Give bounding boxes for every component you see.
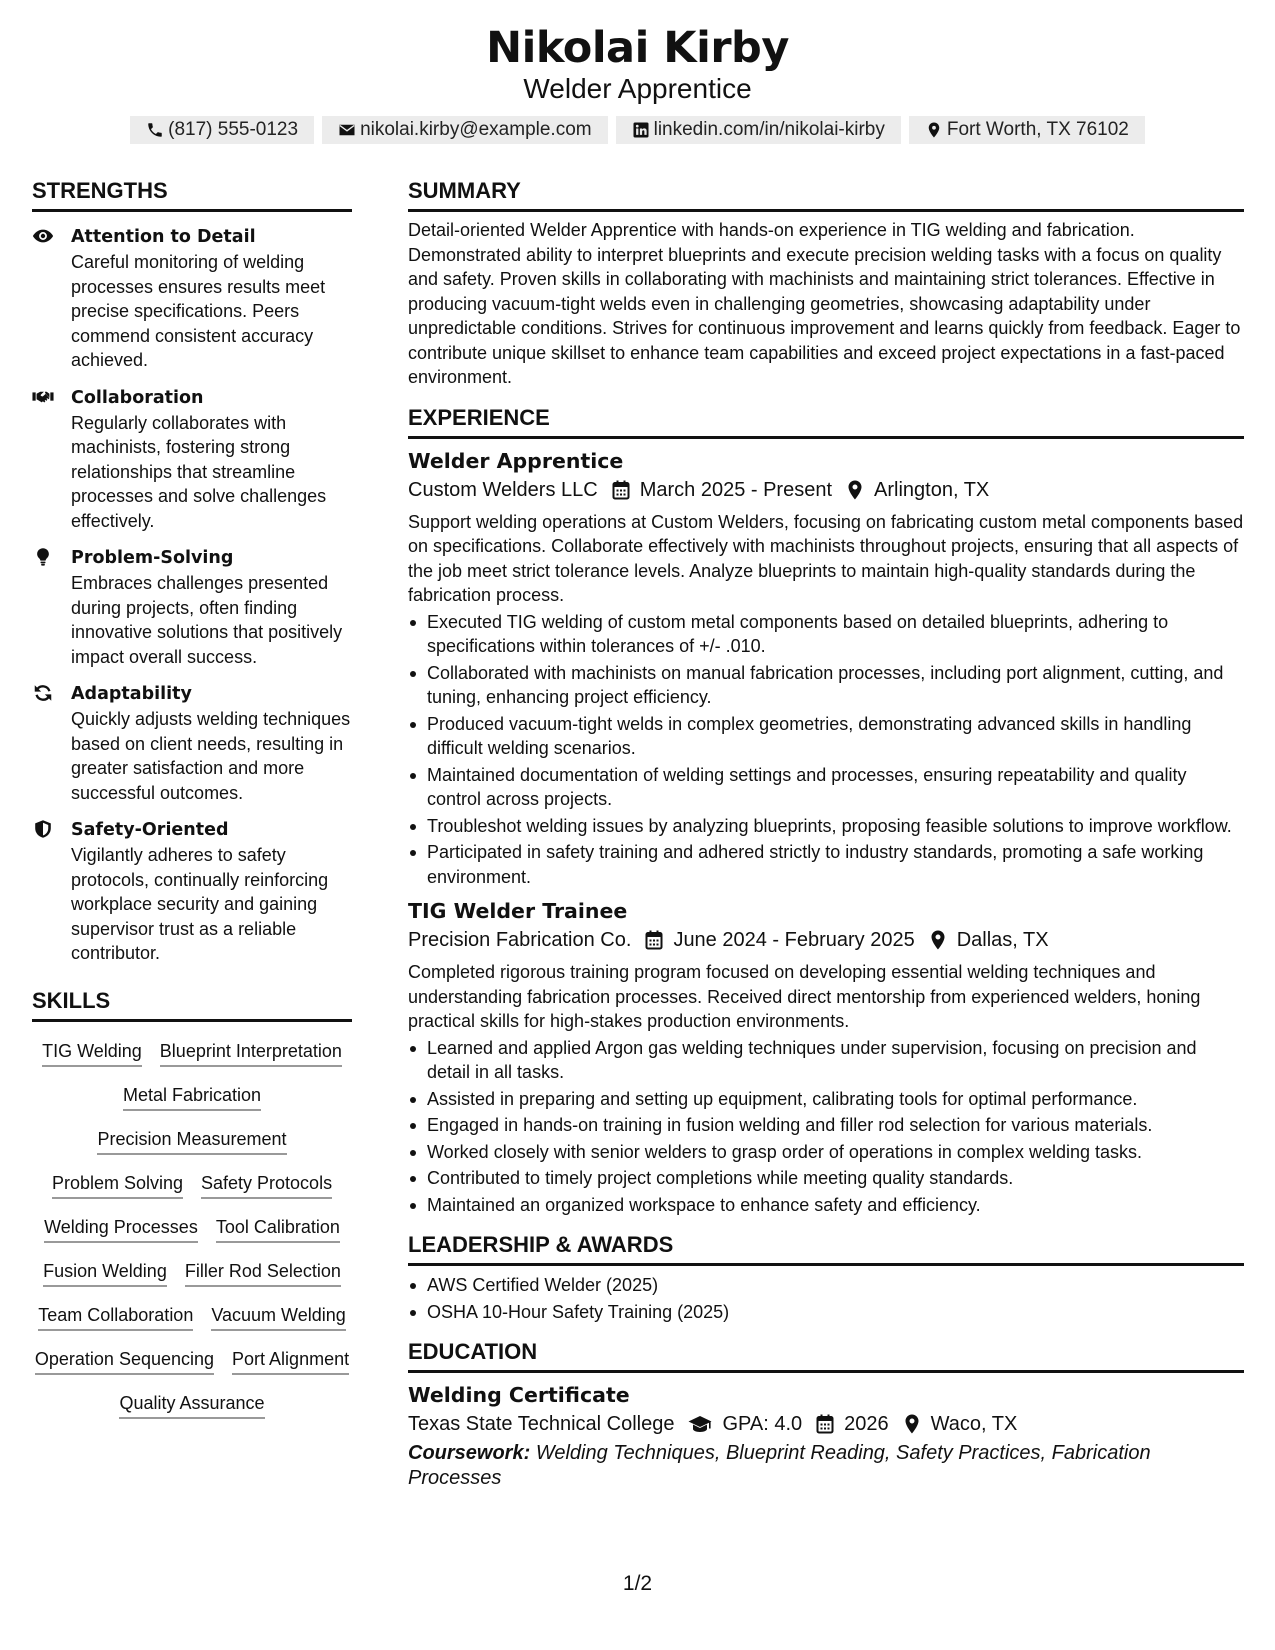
skill-tag: Port Alignment xyxy=(232,1346,349,1375)
map-pin-icon xyxy=(846,480,864,500)
job-title: TIG Welder Trainee xyxy=(408,899,628,923)
list-item: Produced vacuum-tight welds in complex geometries, demonstrating advanced skills in handling difficult welding scenarios. xyxy=(408,712,1244,761)
sync-icon xyxy=(32,683,54,703)
contact-phone-text: (817) 555-0123 xyxy=(168,119,299,140)
shield-icon xyxy=(32,819,54,839)
contact-location[interactable] xyxy=(909,116,1145,144)
strength-title: Problem-Solving xyxy=(71,548,234,568)
linkedin-icon xyxy=(632,121,650,139)
list-item: Maintained an organized workspace to enhance safety and efficiency. xyxy=(408,1193,1244,1218)
list-item: Troubleshot welding issues by analyzing blueprints, proposing feasible solutions to improve workflow. xyxy=(408,814,1244,839)
skill-tag: TIG Welding xyxy=(42,1038,142,1067)
left-column xyxy=(32,176,352,1419)
job-bullets xyxy=(408,1036,1244,1218)
job-company: Precision Fabrication Co. xyxy=(408,929,632,951)
job-description: Support welding operations at Custom Welders, focusing on fabricating custom metal components based on specifications. Collaborate effectively with machinists throughout projects, ensuring that all aspects of the job meet strict tolerance levels. Analyze blueprints to maintain high-quality standards during the fabrication process. xyxy=(408,511,1244,605)
skill-tag: Filler Rod Selection xyxy=(185,1258,341,1287)
contact-location-text: Fort Worth, TX 76102 xyxy=(946,119,1129,140)
list-item: Engaged in hands-on training in fusion welding and filler rod selection for various materials. xyxy=(408,1113,1244,1138)
skill-tag: Vacuum Welding xyxy=(211,1302,345,1331)
job-dates: March 2025 - Present xyxy=(639,478,833,501)
right-column xyxy=(408,176,1244,1490)
strength-desc: Embraces challenges presented during projects, often finding innovative solutions that positively impact overall success. xyxy=(71,573,343,667)
strength-item xyxy=(32,545,352,669)
job-location: Dallas, TX xyxy=(956,929,1049,951)
skill-tag: Metal Fabrication xyxy=(123,1082,261,1111)
strength-desc: Careful monitoring of welding processes ensures results meet precise specifications. Peers commend consistent accuracy achieved. xyxy=(71,252,326,370)
list-item: Contributed to timely project completions while meeting quality standards. xyxy=(408,1166,1244,1191)
awards-section xyxy=(408,1230,1244,1324)
summary-heading: SUMMARY xyxy=(408,176,1244,212)
experience-section xyxy=(408,403,1244,1218)
summary-text: Detail-oriented Welder Apprentice with hands-on experience in TIG welding and fabrication. Demonstrated ability to interpret blueprints and execute precision welding tasks with a focus on quality and safety. Proven skills in collaborating with machinists and maintaining strict tolerances. Effective in producing vacuum-tight welds even in challenging geometries, showcasing adaptability under unpredictable conditions. Strives for continuous improvement and learns quickly from feedback. Eager to contribute unique skillset to enhance team capabilities and exceed project expectations in a fast-paced environment. xyxy=(408,220,1241,387)
job-company: Custom Welders LLC xyxy=(408,478,598,501)
school-name: Texas State Technical College xyxy=(408,1413,675,1435)
school-location: Waco, TX xyxy=(930,1413,1018,1435)
skill-tag: Quality Assurance xyxy=(119,1390,264,1419)
eye-icon xyxy=(32,226,54,246)
strength-title: Attention to Detail xyxy=(71,227,256,247)
skill-tag: Safety Protocols xyxy=(201,1170,332,1199)
strength-desc: Vigilantly adheres to safety protocols, continually reinforcing workplace security and gaining supervisor trust as a reliable contributor. xyxy=(71,845,329,963)
skill-tag: Team Collaboration xyxy=(38,1302,193,1331)
strength-title: Safety-Oriented xyxy=(71,820,229,840)
strength-desc: Regularly collaborates with machinists, fostering strong relationships that streamline processes and solve challenges effectively. xyxy=(71,412,327,531)
skill-tag: Blueprint Interpretation xyxy=(160,1038,342,1067)
coursework-label: Coursework: xyxy=(408,1442,531,1464)
resume-header xyxy=(0,22,1275,144)
phone-icon xyxy=(146,121,164,139)
contact-bar xyxy=(0,116,1275,144)
job-meta xyxy=(408,925,1244,955)
list-item: OSHA 10-Hour Safety Training (2025) xyxy=(408,1300,1244,1325)
list-item: Assisted in preparing and setting up equipment, calibrating tools for optimal performance. xyxy=(408,1087,1244,1112)
job-meta xyxy=(408,475,1244,505)
job-location: Arlington, TX xyxy=(874,478,990,501)
strength-item xyxy=(32,817,352,966)
contact-linkedin[interactable] xyxy=(616,116,901,144)
experience-heading: EXPERIENCE xyxy=(408,403,1244,439)
skill-tag: Welding Processes xyxy=(44,1214,198,1243)
list-item: Worked closely with senior welders to grasp order of operations in complex welding tasks. xyxy=(408,1140,1244,1165)
strength-title: Collaboration xyxy=(71,387,204,408)
skill-tag: Tool Calibration xyxy=(216,1214,340,1243)
awards-heading: LEADERSHIP & AWARDS xyxy=(408,1230,1244,1266)
skill-tag: Operation Sequencing xyxy=(35,1346,214,1375)
lightbulb-icon xyxy=(32,547,54,567)
contact-email[interactable] xyxy=(322,116,608,144)
handshake-icon xyxy=(32,387,54,407)
graduation-cap-icon xyxy=(688,1414,712,1434)
strength-item xyxy=(32,385,352,534)
strength-title: Adaptability xyxy=(71,684,192,704)
list-item: Maintained documentation of welding settings and processes, ensuring repeatability and quality control across projects. xyxy=(408,763,1244,812)
strength-item xyxy=(32,681,352,805)
job-title: Welder Apprentice xyxy=(408,448,624,473)
job-description: Completed rigorous training program focused on developing essential welding techniques and understanding fabrication processes. Received direct mentorship from experienced welders, honing practical skills for high-stakes production environments. xyxy=(408,962,1201,1031)
degree-title: Welding Certificate xyxy=(408,1383,630,1407)
coursework xyxy=(408,1441,1244,1490)
candidate-title: Welder Apprentice xyxy=(523,73,752,104)
graduation-year: 2026 xyxy=(844,1413,889,1435)
contact-linkedin-text: linkedin.com/in/nikolai-kirby xyxy=(653,119,885,140)
education-heading: EDUCATION xyxy=(408,1337,1244,1373)
map-pin-icon xyxy=(903,1414,921,1434)
contact-phone[interactable] xyxy=(130,116,314,144)
job-entry xyxy=(408,447,1244,890)
job-bullets xyxy=(408,610,1244,890)
job-entry xyxy=(408,897,1244,1217)
calendar-icon xyxy=(645,930,663,950)
skills-list xyxy=(32,1038,352,1419)
list-item: Executed TIG welding of custom metal components based on detailed blueprints, adhering to specifications within tolerances of +/- .010. xyxy=(408,610,1244,659)
strengths-heading: STRENGTHS xyxy=(32,176,352,212)
candidate-name: Nikolai Kirby xyxy=(486,23,789,73)
awards-list xyxy=(408,1273,1244,1324)
skills-heading: SKILLS xyxy=(32,986,352,1022)
page-number: 1/2 xyxy=(622,1572,653,1595)
skill-tag: Fusion Welding xyxy=(43,1258,167,1287)
envelope-icon xyxy=(338,121,356,139)
skill-tag: Problem Solving xyxy=(52,1170,183,1199)
strength-item xyxy=(32,224,352,373)
calendar-icon xyxy=(612,480,630,500)
list-item: Learned and applied Argon gas welding techniques under supervision, focusing on precision and detail in all tasks. xyxy=(408,1036,1244,1085)
list-item: Collaborated with machinists on manual fabrication processes, including port alignment, cutting, and tuning, enhancing project efficiency. xyxy=(408,661,1244,710)
contact-email-text: nikolai.kirby@example.com xyxy=(360,119,592,140)
coursework-list: Welding Techniques, Blueprint Reading, Safety Practices, Fabrication Processes xyxy=(408,1442,1151,1489)
calendar-icon xyxy=(816,1414,834,1434)
list-item: AWS Certified Welder (2025) xyxy=(408,1273,1244,1298)
job-dates: June 2024 - February 2025 xyxy=(673,929,915,951)
list-item: Participated in safety training and adhered strictly to industry standards, promoting a safe working environment. xyxy=(408,840,1244,889)
map-pin-icon xyxy=(925,121,943,139)
education-meta xyxy=(408,1409,1244,1439)
gpa: GPA: 4.0 xyxy=(722,1413,803,1435)
skill-tag: Precision Measurement xyxy=(97,1126,286,1155)
map-pin-icon xyxy=(929,930,947,950)
strength-desc: Quickly adjusts welding techniques based on client needs, resulting in greater satisfaction and more successful outcomes. xyxy=(71,709,351,803)
education-section xyxy=(408,1337,1244,1490)
